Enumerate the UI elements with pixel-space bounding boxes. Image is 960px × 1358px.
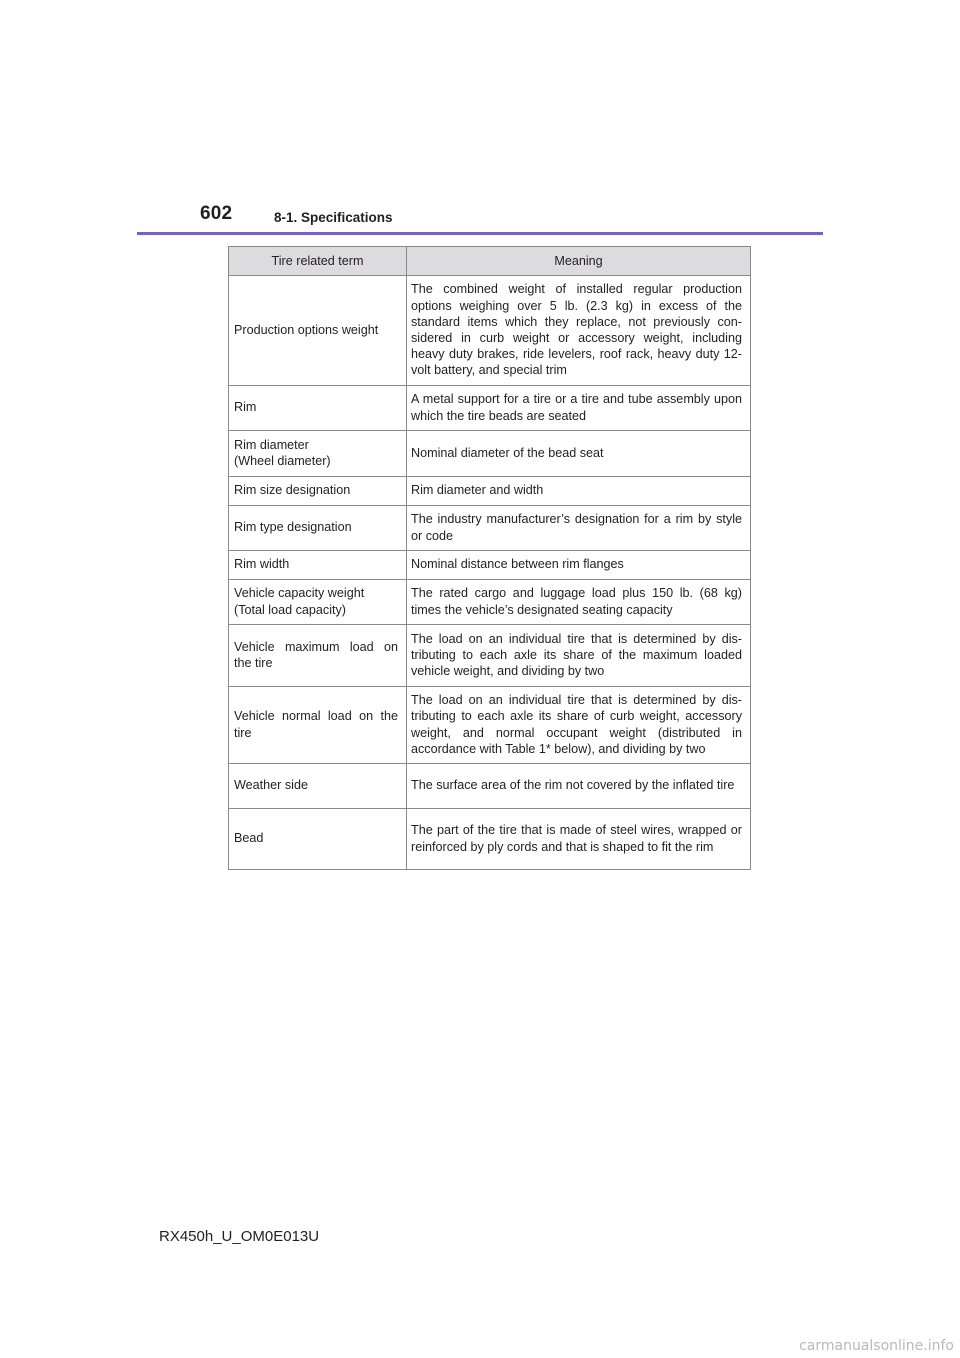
table-row <box>229 506 751 551</box>
meaning-cell: The surface area of the rim not covered by the inflated tire <box>407 764 751 809</box>
table-row <box>229 580 751 625</box>
table-row <box>229 276 751 386</box>
meaning-cell: The load on an individual tire that is determined by dis-tributing to each axle its share of the maximum loaded vehicle weight, and dividing by two <box>407 625 751 687</box>
table-row <box>229 386 751 431</box>
meaning-cell: Nominal distance between rim flanges <box>407 551 751 580</box>
table-row <box>229 431 751 477</box>
meaning-cell: A metal support for a tire or a tire and tube assembly upon which the tire beads are seated <box>407 386 751 431</box>
header-divider <box>137 232 823 235</box>
watermark: carmanualsonline.info <box>799 1338 954 1354</box>
term-cell: Rim diameter (Wheel diameter) <box>229 431 407 477</box>
meaning-cell: The industry manufacturer’s designation for a rim by style or code <box>407 506 751 551</box>
term-cell: Rim <box>229 386 407 431</box>
table-row <box>229 687 751 764</box>
tire-terms-table <box>228 246 751 870</box>
column-header-meaning: Meaning <box>407 247 751 276</box>
term-cell: Vehicle normal load on the tire <box>229 687 407 764</box>
table-row <box>229 809 751 870</box>
meaning-cell: The combined weight of installed regular production options weighing over 5 lb. (2.3 kg) in excess of the standard items which they replace, not previously con-sidered in curb weight or accessory weight, including heavy duty brakes, ride levelers, roof rack, heavy duty 12-volt battery, and special trim <box>407 276 751 386</box>
table-row <box>229 625 751 687</box>
term-cell: Bead <box>229 809 407 870</box>
term-cell: Vehicle maximum load on the tire <box>229 625 407 687</box>
term-cell: Vehicle capacity weight (Total load capacity) <box>229 580 407 625</box>
table-row <box>229 551 751 580</box>
term-cell: Weather side <box>229 764 407 809</box>
term-cell: Production options weight <box>229 276 407 386</box>
table-row <box>229 764 751 809</box>
page-number: 602 <box>200 203 233 224</box>
term-cell: Rim size designation <box>229 477 407 506</box>
meaning-cell: Rim diameter and width <box>407 477 751 506</box>
term-cell: Rim type designation <box>229 506 407 551</box>
meaning-cell: The rated cargo and luggage load plus 150 lb. (68 kg) times the vehicle’s designated seating capacity <box>407 580 751 625</box>
table-header-row <box>229 247 751 276</box>
section-title: 8-1. Specifications <box>274 210 393 225</box>
meaning-cell: Nominal diameter of the bead seat <box>407 431 751 477</box>
meaning-cell: The load on an individual tire that is determined by dis-tributing to each axle its share of curb weight, accessory weight, and normal occupant weight (distributed in accordance with Table 1* below), and dividing by two <box>407 687 751 764</box>
term-cell: Rim width <box>229 551 407 580</box>
column-header-term: Tire related term <box>229 247 407 276</box>
manual-code: RX450h_U_OM0E013U <box>159 1228 320 1245</box>
table-row <box>229 477 751 506</box>
meaning-cell: The part of the tire that is made of steel wires, wrapped or reinforced by ply cords and that is shaped to fit the rim <box>407 809 751 870</box>
